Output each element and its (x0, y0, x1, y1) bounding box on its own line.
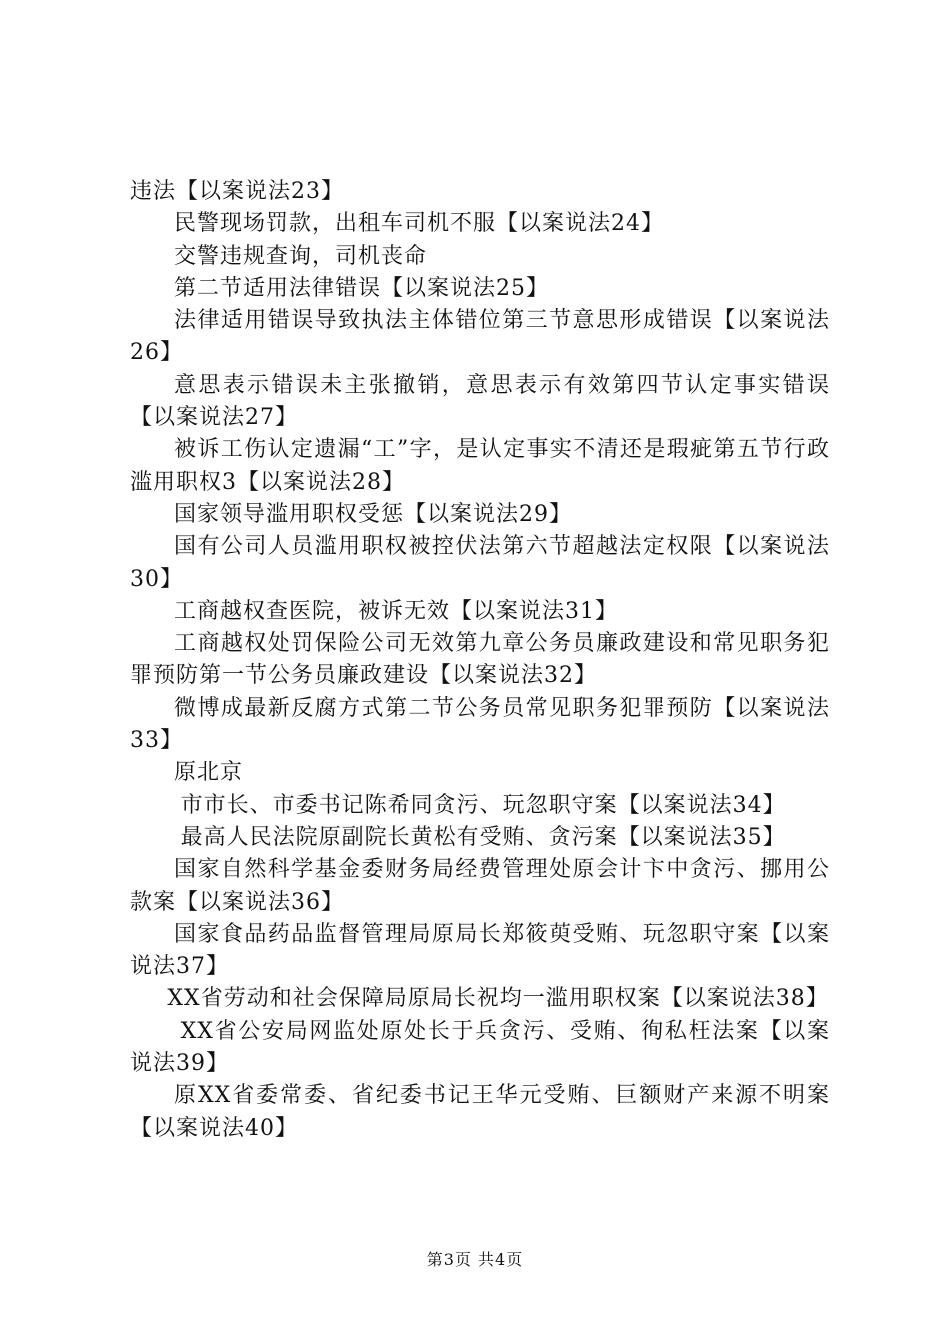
paragraph-15: 最高人民法院原副院长黄松有受贿、贪污案【以案说法35】 (180, 824, 786, 850)
paragraph-19: XX省公安局网监处原处长于兵贪污、受贿、徇私枉法案【以案说法39】 (130, 1018, 830, 1077)
paragraph-9: 国有公司人员滥用职权被控伏法第六节超越法定权限【以案说法30】 (130, 534, 830, 592)
paragraph-13: 原北京 (174, 760, 244, 786)
paragraph-3: 交警违规查询，司机丧命 (174, 243, 428, 269)
page-footer (0, 1247, 950, 1270)
paragraph-7: 被诉工伤认定遗漏“工”字，是认定事实不清还是瑕疵第五节行政滥用职权3【以案说法28】 (130, 437, 830, 495)
paragraph-17: 国家食品药品监督管理局原局长郑筱萸受贿、玩忽职守案【以案说法37】 (130, 921, 830, 980)
paragraph-12: 微博成最新反腐方式第二节公务员常见职务犯罪预防【以案说法33】 (130, 695, 830, 754)
paragraph-4: 第二节适用法律错误【以案说法25】 (174, 275, 549, 301)
paragraph-16: 国家自然科学基金委财务局经费管理处原会计卞中贪污、挪用公款案【以案说法36】 (130, 857, 830, 915)
paragraph-8: 国家领导滥用职权受惩【以案说法29】 (174, 501, 572, 527)
paragraph-5: 法律适用错误导致执法主体错位第三节意思形成错误【以案说法26】 (130, 308, 830, 366)
paragraph-18: XX省劳动和社会保障局原局长祝均一滥用职权案【以案说法38】 (167, 986, 829, 1012)
paragraph-6: 意思表示错误未主张撤销，意思表示有效第四节认定事实错误【以案说法27】 (130, 372, 830, 431)
paragraph-1: 违法【以案说法23】 (130, 179, 344, 204)
paragraph-11: 工商越权处罚保险公司无效第九章公务员廉政建设和常见职务犯罪预防第一节公务员廉政建设【以案说法32】 (130, 631, 830, 689)
paragraph-10: 工商越权查医院，被诉无效【以案说法31】 (174, 598, 618, 624)
paragraph-14: 市市长、市委书记陈希同贪污、玩忽职守案【以案说法34】 (180, 792, 786, 818)
paragraph-20: 原XX省委常委、省纪委书记王华元受贿、巨额财产来源不明案【以案说法40】 (130, 1083, 830, 1141)
document-body (130, 176, 830, 1145)
page-number-label: 第3页 共4页 (426, 1250, 524, 1269)
paragraph-2: 民警现场罚款，出租车司机不服【以案说法24】 (174, 211, 664, 237)
